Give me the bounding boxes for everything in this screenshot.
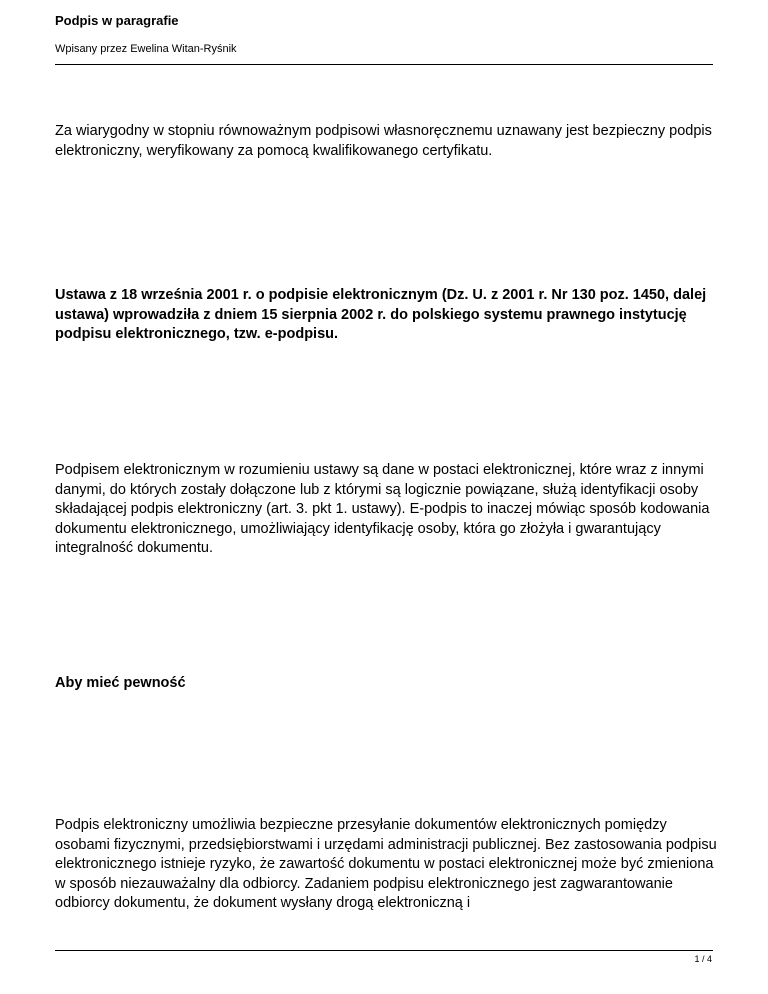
paragraph-intro: Za wiarygodny w stopniu równoważnym podpisowi własnoręcznemu uznawany jest bezpieczny podpis elektroniczny, weryfikowany za pomocą kwalifikowanego certyfikatu. [55,123,712,159]
document-title: Podpis w paragrafie [55,13,179,28]
section-heading: Aby mieć pewność [55,675,186,691]
paragraph-purpose: Podpis elektroniczny umożliwia bezpieczne przesyłanie dokumentów elektronicznych pomiędzy osobami fizycznymi, przedsiębiorstwami i urzędami administracji publicznej. Bez zastosowania podpisu elektronicznego istnieje ryzyko, że zawartość dokumentu w postaci elektronicznej może być zmieniona w sposób niezauważalny dla odbiorcy. Zadaniem podpisu elektronicznego jest zagwarantowanie odbiorcy dokumentu, że dokument wysłany drogą elektroniczną i [55,817,717,911]
paragraph-law-reference: Ustawa z 18 września 2001 r. o podpisie elektronicznym (Dz. U. z 2001 r. Nr 130 poz. 1450, dalej ustawa) wprowadziła z dniem 15 sierpnia 2002 r. do polskiego systemu prawnego instytucję podpisu elektronicznego, tzw. e-podpisu. [55,287,707,342]
header-divider [55,64,713,65]
page-number: 1 / 4 [694,954,712,964]
paragraph-definition: Podpisem elektronicznym w rozumieniu ustawy są dane w postaci elektronicznej, które wraz z innymi danymi, do których zostały dołączone lub z którymi są logicznie powiązane, służą identyfikacji osoby składającej podpis elektroniczny (art. 3. pkt 1. ustawy). E-podpis to inaczej mówiąc sposób kodowania dokumentu elektronicznego, umożliwiający identyfikację osoby, która go złożyła i gwarantujący integralność dokumentu. [55,462,710,556]
page-header [55,12,713,56]
author-line: Wpisany przez Ewelina Witan-Ryśnik [55,43,237,55]
footer-divider [55,950,713,951]
